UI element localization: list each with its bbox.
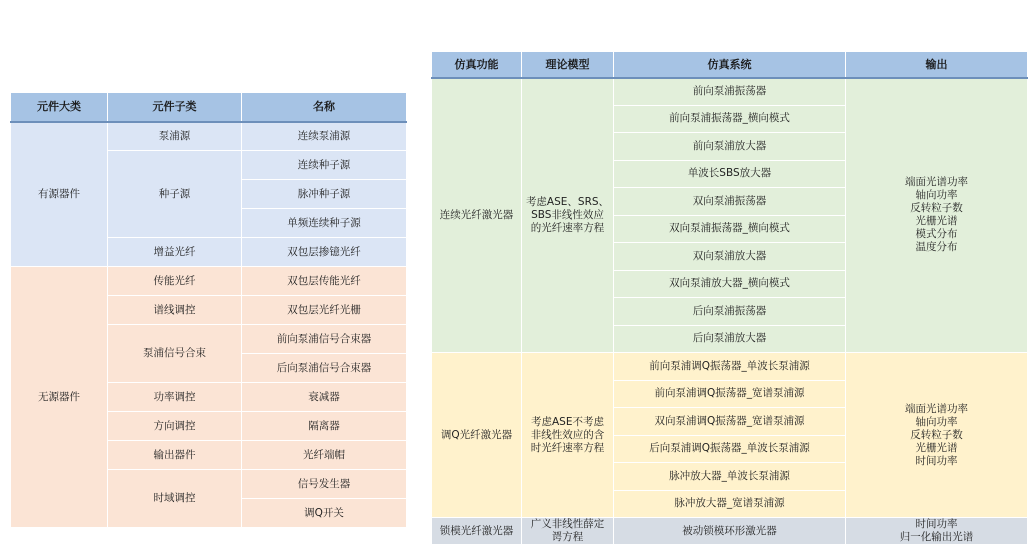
header-system: 仿真系统: [614, 52, 846, 78]
header-name: 名称: [242, 93, 407, 122]
system-row: 被动锁模环形激光器: [614, 518, 846, 545]
system-row: 脉冲放大器_单波长泵浦源: [614, 463, 846, 491]
header-output: 输出: [846, 52, 1028, 78]
output-qswitch: 端面光谱功率 轴向功率 反转粒子数 光栅光谱 时间功率: [846, 353, 1028, 518]
function-qswitch-laser: 调Q光纤激光器: [432, 353, 522, 518]
sub-pump: 泵浦源: [108, 122, 242, 151]
system-row: 前向泵浦振荡器_横向模式: [614, 105, 846, 133]
output-modelock: 时间功率 归一化输出光谱: [846, 518, 1028, 545]
system-row: 前向泵浦放大器: [614, 133, 846, 161]
sub-time-control: 时域调控: [108, 470, 242, 528]
header-function: 仿真功能: [432, 52, 522, 78]
category-passive: 无源器件: [11, 267, 108, 528]
system-row: 前向泵浦调Q振荡器_单波长泵浦源: [614, 353, 846, 381]
system-row: 脉冲放大器_宽谱泵浦源: [614, 490, 846, 518]
header-model: 理论模型: [522, 52, 614, 78]
name-signal-generator: 信号发生器: [242, 470, 407, 499]
header-category: 元件大类: [11, 93, 108, 122]
system-row: 双向泵浦放大器_横向模式: [614, 270, 846, 298]
sub-spectral-control: 谱线调控: [108, 296, 242, 325]
name-isolator: 隔离器: [242, 412, 407, 441]
header-subcategory: 元件子类: [108, 93, 242, 122]
name-pulse-seed: 脉冲种子源: [242, 180, 407, 209]
name-transfer-fiber: 双包层传能光纤: [242, 267, 407, 296]
category-active: 有源器件: [11, 122, 108, 267]
name-single-freq-seed: 单频连续种子源: [242, 209, 407, 238]
sub-seed: 种子源: [108, 151, 242, 238]
function-modelock-laser: 锁模光纤激光器: [432, 518, 522, 545]
system-row: 双向泵浦放大器: [614, 243, 846, 271]
model-qswitch: 考虑ASE不考虑 非线性效应的含 时光纤速率方程: [522, 353, 614, 518]
sub-transfer-fiber: 传能光纤: [108, 267, 242, 296]
system-row: 双向泵浦振荡器_横向模式: [614, 215, 846, 243]
name-cw-seed: 连续种子源: [242, 151, 407, 180]
name-yb-fiber: 双包层掺镱光纤: [242, 238, 407, 267]
name-end-cap: 光纤端帽: [242, 441, 407, 470]
model-cw: 考虑ASE、SRS、 SBS非线性效应 的光纤速率方程: [522, 78, 614, 353]
function-cw-laser: 连续光纤激光器: [432, 78, 522, 353]
name-cw-pump: 连续泵浦源: [242, 122, 407, 151]
name-backward-combiner: 后向泵浦信号合束器: [242, 354, 407, 383]
sub-gain-fiber: 增益光纤: [108, 238, 242, 267]
sub-direction-control: 方向调控: [108, 412, 242, 441]
model-modelock: 广义非线性薛定 谔方程: [522, 518, 614, 545]
system-row: 前向泵浦调Q振荡器_宽谱泵浦源: [614, 380, 846, 408]
sub-combiner: 泵浦信号合束: [108, 325, 242, 383]
system-row: 后向泵浦振荡器: [614, 298, 846, 326]
system-row: 双向泵浦振荡器: [614, 188, 846, 216]
output-cw: 端面光谱功率 轴向功率 反转粒子数 光栅光谱 模式分布 温度分布: [846, 78, 1028, 353]
sub-power-control: 功率调控: [108, 383, 242, 412]
simulation-table: [431, 51, 1028, 545]
system-row: 双向泵浦调Q振荡器_宽谱泵浦源: [614, 408, 846, 436]
name-q-switch: 调Q开关: [242, 499, 407, 528]
name-fiber-grating: 双包层光纤光栅: [242, 296, 407, 325]
sub-output-device: 输出器件: [108, 441, 242, 470]
system-row: 单波长SBS放大器: [614, 160, 846, 188]
system-row: 后向泵浦放大器: [614, 325, 846, 353]
component-table: [10, 92, 407, 528]
system-row: 后向泵浦调Q振荡器_单波长泵浦源: [614, 435, 846, 463]
name-attenuator: 衰减器: [242, 383, 407, 412]
name-forward-combiner: 前向泵浦信号合束器: [242, 325, 407, 354]
system-row: 前向泵浦振荡器: [614, 78, 846, 106]
